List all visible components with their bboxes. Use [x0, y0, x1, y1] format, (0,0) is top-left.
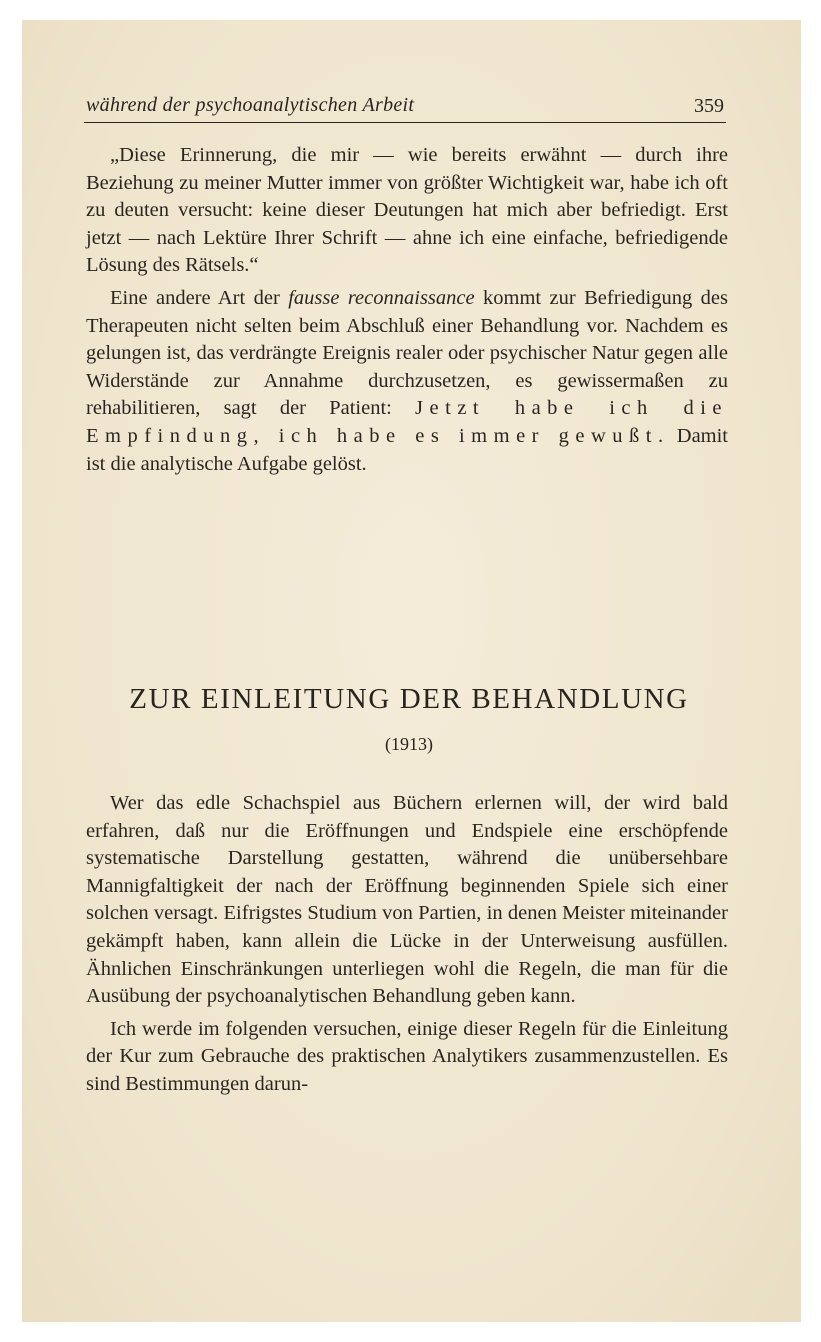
paragraph-text: Eine andere Art der	[110, 286, 289, 309]
paragraph-fausse-reconnaissance	[86, 285, 728, 478]
section-2-text	[86, 790, 728, 1099]
paragraph-text: Damit ist die analytische Aufgabe gelöst.	[86, 424, 729, 475]
running-head-title: während der psychoanalytischen Arbeit	[86, 94, 415, 116]
paragraph-chess: Wer das edle Schachspiel aus Büchern erlernen will, der wird bald erfahren, daß nur die Eröffnungen und Endspiele eine erschöpfende systematische Darstellung gestatten, während die unübersehbare Mannigfaltigkeit der nach der Eröffnung beginnenden Spiele sich einer solchen versagt. Eifrigstes Studium von Partien, in denen Meister miteinander gekämpft haben, kann allein die Lücke in der Unterweisung ausfüllen. Ähnlichen Einschränkungen unterliegen wohl die Regeln, die man für die Ausübung der psychoanalytischen Behandlung geben kann.	[86, 792, 728, 1008]
paragraph-letter-quote: „Diese Erinnerung, die mir — wie bereits erwähnt — durch ihre Beziehung zu meiner Mutter immer von größter Wichtigkeit war, habe ich oft zu deuten versucht: keine dieser Deutungen hat mich aber befriedigt. Erst jetzt — nach Lektüre Ihrer Schrift — ahne ich eine einfache, befriedigende Lösung des Rätsels.“	[86, 144, 728, 277]
paragraph-rules: Ich werde im folgenden versuchen, einige dieser Regeln für die Einleitung der Kur zum Gebrauche des praktischen Analytikers zusammenzustellen. Es sind Bestimmungen darun-	[86, 1017, 728, 1095]
chapter-heading: ZUR EINLEITUNG DER BEHANDLUNG	[129, 683, 689, 715]
section-1-text	[86, 142, 728, 478]
spaced-quote: Jetzt habe ich die Empfindung, ich habe es immer gewußt.	[86, 397, 729, 447]
paragraph-text: kommt zur Befriedigung des Therapeuten nicht selten beim Abschluß einer Behandlung vor. Nachdem es gelungen ist, das verdrängte Ereignis realer oder psychischer Natur gegen alle Widerstände zur Annahme durchzusetzen, es gewissermaßen zu rehabilitieren, sagt der Patient:	[86, 286, 728, 420]
page-number: 359	[694, 95, 724, 117]
running-head	[84, 92, 726, 123]
italic-term: fausse reconnaissance	[288, 286, 475, 309]
chapter-year: (1913)	[385, 734, 433, 754]
